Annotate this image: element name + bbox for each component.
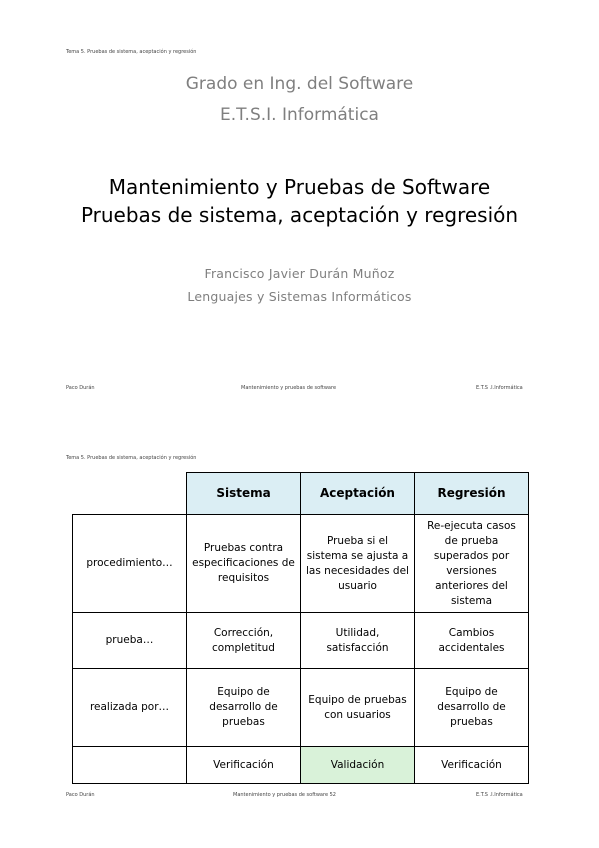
table-row [73, 613, 529, 669]
table-cell: Re-ejecuta casos de prueba superados por versiones anteriores del sistema [415, 515, 529, 613]
row-label-empty [73, 747, 187, 784]
row-label-procedimiento: procedimiento… [73, 515, 187, 613]
table-row [73, 747, 529, 784]
degree-title: Grado en Ing. del Software [185, 74, 414, 94]
column-header-regresion: Regresión [415, 473, 529, 515]
comparison-table [72, 472, 529, 784]
table-cell: Equipo de desarrollo de pruebas [187, 669, 301, 747]
slide2-footer-right: E.T.S .I.Informática [476, 792, 523, 798]
table-cell: Cambios accidentales [415, 613, 529, 669]
table-cell: Equipo de desarrollo de pruebas [415, 669, 529, 747]
column-header-aceptacion: Aceptación [301, 473, 415, 515]
slide1-footer-left: Paco Durán [66, 385, 95, 391]
table-cell: Equipo de pruebas con usuarios [301, 669, 415, 747]
row-label-prueba: prueba… [73, 613, 187, 669]
main-title-line2: Pruebas de sistema, aceptación y regresión [80, 203, 519, 227]
table-corner-cell [73, 473, 187, 515]
slide1-footer-center: Mantenimiento y pruebas de software [241, 385, 337, 391]
school-title: E.T.S.I. Informática [220, 105, 379, 125]
table-header-row [73, 473, 529, 515]
row-label-realizada-por: realizada por… [73, 669, 187, 747]
department-name: Lenguajes y Sistemas Informáticos [187, 289, 412, 304]
main-title-line1: Mantenimiento y Pruebas de Software [108, 175, 491, 199]
table-cell-validacion-highlight: Validación [301, 747, 415, 784]
slide2-header: Tema 5. Pruebas de sistema, aceptación y regresión [66, 455, 197, 461]
slide2-footer-center: Mantenimiento y pruebas de software 52 [233, 792, 336, 798]
slide1-header: Tema 5. Pruebas de sistema, aceptación y regresión [66, 49, 197, 55]
table-cell: Prueba si el sistema se ajusta a las necesidades del usuario [301, 515, 415, 613]
column-header-sistema: Sistema [187, 473, 301, 515]
table-cell: Utilidad, satisfacción [301, 613, 415, 669]
table-cell-verificacion: Verificación [187, 747, 301, 784]
table-cell-verificacion: Verificación [415, 747, 529, 784]
author-name: Francisco Javier Durán Muñoz [204, 266, 395, 281]
slide1-footer-right: E.T.S .I.Informática [476, 385, 523, 391]
table-row [73, 515, 529, 613]
slide2-footer-left: Paco Durán [66, 792, 95, 798]
table-cell: Pruebas contra especificaciones de requisitos [187, 515, 301, 613]
table-cell: Corrección, completitud [187, 613, 301, 669]
table-row [73, 669, 529, 747]
